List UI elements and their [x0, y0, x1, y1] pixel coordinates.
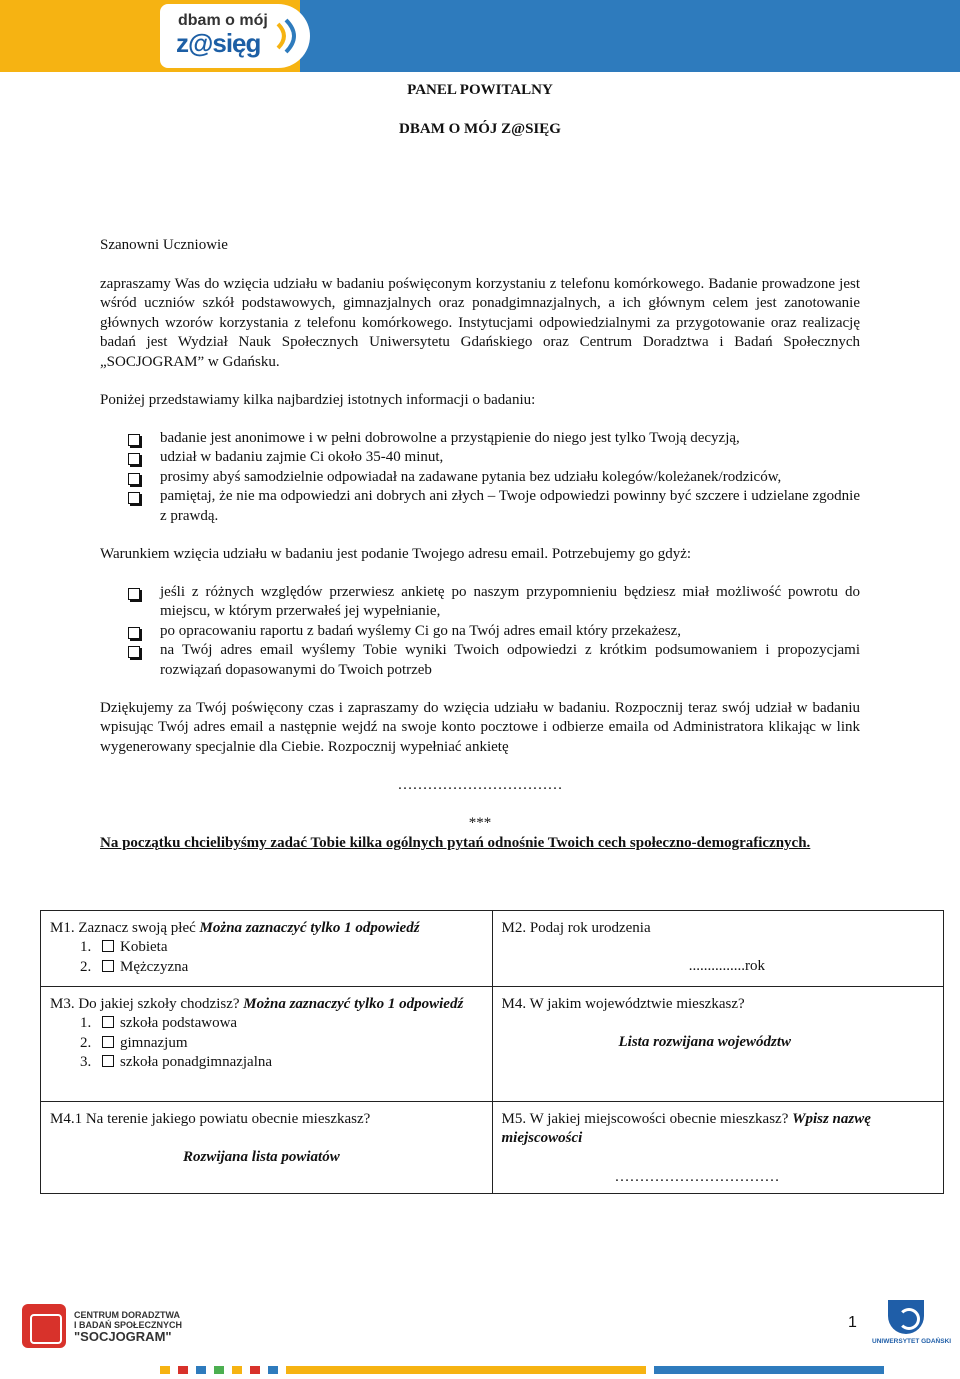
- checkbox-icon[interactable]: [102, 960, 114, 972]
- list-item: udział w badaniu zajmie Ci około 35-40 minut,: [128, 448, 860, 467]
- checkbox-icon[interactable]: [102, 940, 114, 952]
- list-item: na Twój adres email wyślemy Tobie wyniki Twoich odpowiedzi z krótkim podsumowaniem i propozycjami rozwiązań dopasowanymi do Twoich potrzeb: [128, 641, 860, 680]
- question-m3: M3. Do jakiej szkoły chodzisz? Można zaznaczyć tylko 1 odpowiedź 1. szkoła podstawowa 2. gimnazjum 3. szkoła ponadgimnazjalna: [41, 987, 493, 1102]
- university-logo: UNIWERSYTET GDAŃSKI: [876, 1300, 936, 1350]
- section-heading: Na początku chcielibyśmy zadać Tobie kilka ogólnych pytań odnośnie Twoich cech społeczno-demograficznych.: [100, 835, 811, 851]
- checkbox-icon[interactable]: [102, 1036, 114, 1048]
- checkbox-icon[interactable]: [102, 1055, 114, 1067]
- stars-separator: ***: [468, 815, 492, 831]
- list-item: po opracowaniu raportu z badań wyślemy Ci go na Twój adres email który przekażesz,: [128, 622, 860, 641]
- thanks-paragraph: Dziękujemy za Twój poświęcony czas i zapraszamy do wzięcia udziału w badaniu. Rozpocznij teraz swój udział w badaniu wpisując Twój adres email a następnie wejdź na swoje konto pocztowe i odbierze emaila od Administratora klikając w link wygenerowany specjalnie dla Ciebie. Rozpocznij wypełniać ankietę: [100, 700, 860, 755]
- email-lead: Warunkiem wzięcia udziału w badaniu jest podanie Twojego adresu email. Potrzebujemy go gdyż:: [100, 546, 692, 562]
- email-reasons-list: [128, 583, 860, 680]
- page-title: PANEL POWITALNY: [407, 82, 553, 98]
- birth-year-input[interactable]: ...............rok: [688, 958, 765, 975]
- checkbox-bullet-icon: [128, 434, 140, 446]
- option-mezczyzna[interactable]: 2. Mężczyzna: [80, 958, 189, 975]
- question-m4: M4. W jakim województwie mieszkasz? Lista rozwijana województw: [492, 987, 944, 1102]
- greeting: Szanowni Uczniowie: [100, 237, 228, 253]
- list-item: badanie jest anonimowe i w pełni dobrowolne a przystąpienie do niego jest tylko Twoją decyzją,: [128, 429, 860, 448]
- info-list: [128, 429, 860, 526]
- option-gimnazjum[interactable]: 2. gimnazjum: [80, 1034, 188, 1051]
- list-item: pamiętaj, że nie ma odpowiedzi ani dobrych ani złych – Twoje odpowiedzi powinny być szczere i udzielane zgodnie z prawdą.: [128, 487, 860, 526]
- checkbox-bullet-icon: [128, 492, 140, 504]
- option-szkola-ponadgimnazjalna[interactable]: 3. szkoła ponadgimnazjalna: [80, 1054, 273, 1071]
- header-banner: [0, 0, 960, 72]
- header-blue-band: [300, 0, 960, 72]
- page-number: 1: [848, 1314, 857, 1331]
- intro-paragraph: zapraszamy Was do wzięcia udziału w badaniu poświęconym korzystaniu z telefonu komórkowego. Badanie prowadzone jest wśród uczniów szkół podstawowych, gimnazjalnych oraz ponadgimnazjalnych, a ich głównym celem jest zanotowanie głównych wzorów korzystania z telefonu komórkowego. Instytucjami odpowiedzialnymi za przygotowanie oraz realizację badań jest Wydział Nauk Społecznych Uniwersytetu Gdańskiego oraz Centrum Doradztwa i Badań Społecznych „SOCJOGRAM” w Gdańsku.: [100, 276, 860, 370]
- checkbox-bullet-icon: [128, 588, 140, 600]
- checkbox-icon[interactable]: [102, 1016, 114, 1028]
- question-m1: M1. Zaznacz swoją płeć Można zaznaczyć tylko 1 odpowiedź 1. Kobieta 2. Mężczyzna: [41, 911, 493, 987]
- university-shield-icon: [888, 1300, 924, 1334]
- project-logo: [160, 4, 310, 68]
- checkbox-bullet-icon: [128, 627, 140, 639]
- checkbox-bullet-icon: [128, 473, 140, 485]
- signal-wave-icon: [274, 16, 304, 56]
- footer-color-stripes: [160, 1362, 940, 1370]
- voivodeship-dropdown[interactable]: Lista rozwijana województw: [618, 1034, 792, 1051]
- option-szkola-podstawowa[interactable]: 1. szkoła podstawowa: [80, 1015, 238, 1032]
- logo-line2: z@sięg: [176, 28, 261, 58]
- question-m2: M2. Podaj rok urodzenia ...............rok: [492, 911, 944, 987]
- county-dropdown[interactable]: Rozwijana lista powiatów: [183, 1149, 340, 1166]
- option-kobieta[interactable]: 1. Kobieta: [80, 939, 168, 956]
- list-item: prosimy abyś samodzielnie odpowiadał na zadawane pytania bez udziału kolegów/koleżanek/rodziców,: [128, 468, 860, 487]
- logo-line1: dbam o mój: [178, 12, 268, 29]
- dotted-separator: ……………………………: [397, 777, 563, 793]
- project-title: DBAM O MÓJ Z@SIĘG: [399, 121, 561, 137]
- socjogram-logo-icon: [22, 1304, 66, 1348]
- socjogram-org-name: CENTRUM DORADZTWA I BADAŃ SPOŁECZNYCH "SOCJOGRAM": [74, 1310, 183, 1344]
- info-lead: Poniżej przedstawiamy kilka najbardziej istotnych informacji o badaniu:: [100, 392, 536, 408]
- demographics-questions-table: [40, 910, 944, 1194]
- question-m5: M5. W jakiej miejscowości obecnie mieszkasz? Wpisz nazwę miejscowości ……………………………: [492, 1102, 944, 1194]
- locality-input[interactable]: ……………………………: [614, 1168, 780, 1185]
- question-m41: M4.1 Na terenie jakiego powiatu obecnie mieszkasz? Rozwijana lista powiatów: [41, 1102, 493, 1194]
- checkbox-bullet-icon: [128, 453, 140, 465]
- list-item: jeśli z różnych względów przerwiesz ankietę po naszym przypomnieniu będziesz miał możliwość powrotu do miejscu, w którym przerwałeś jej wypełnianie,: [128, 583, 860, 622]
- checkbox-bullet-icon: [128, 646, 140, 658]
